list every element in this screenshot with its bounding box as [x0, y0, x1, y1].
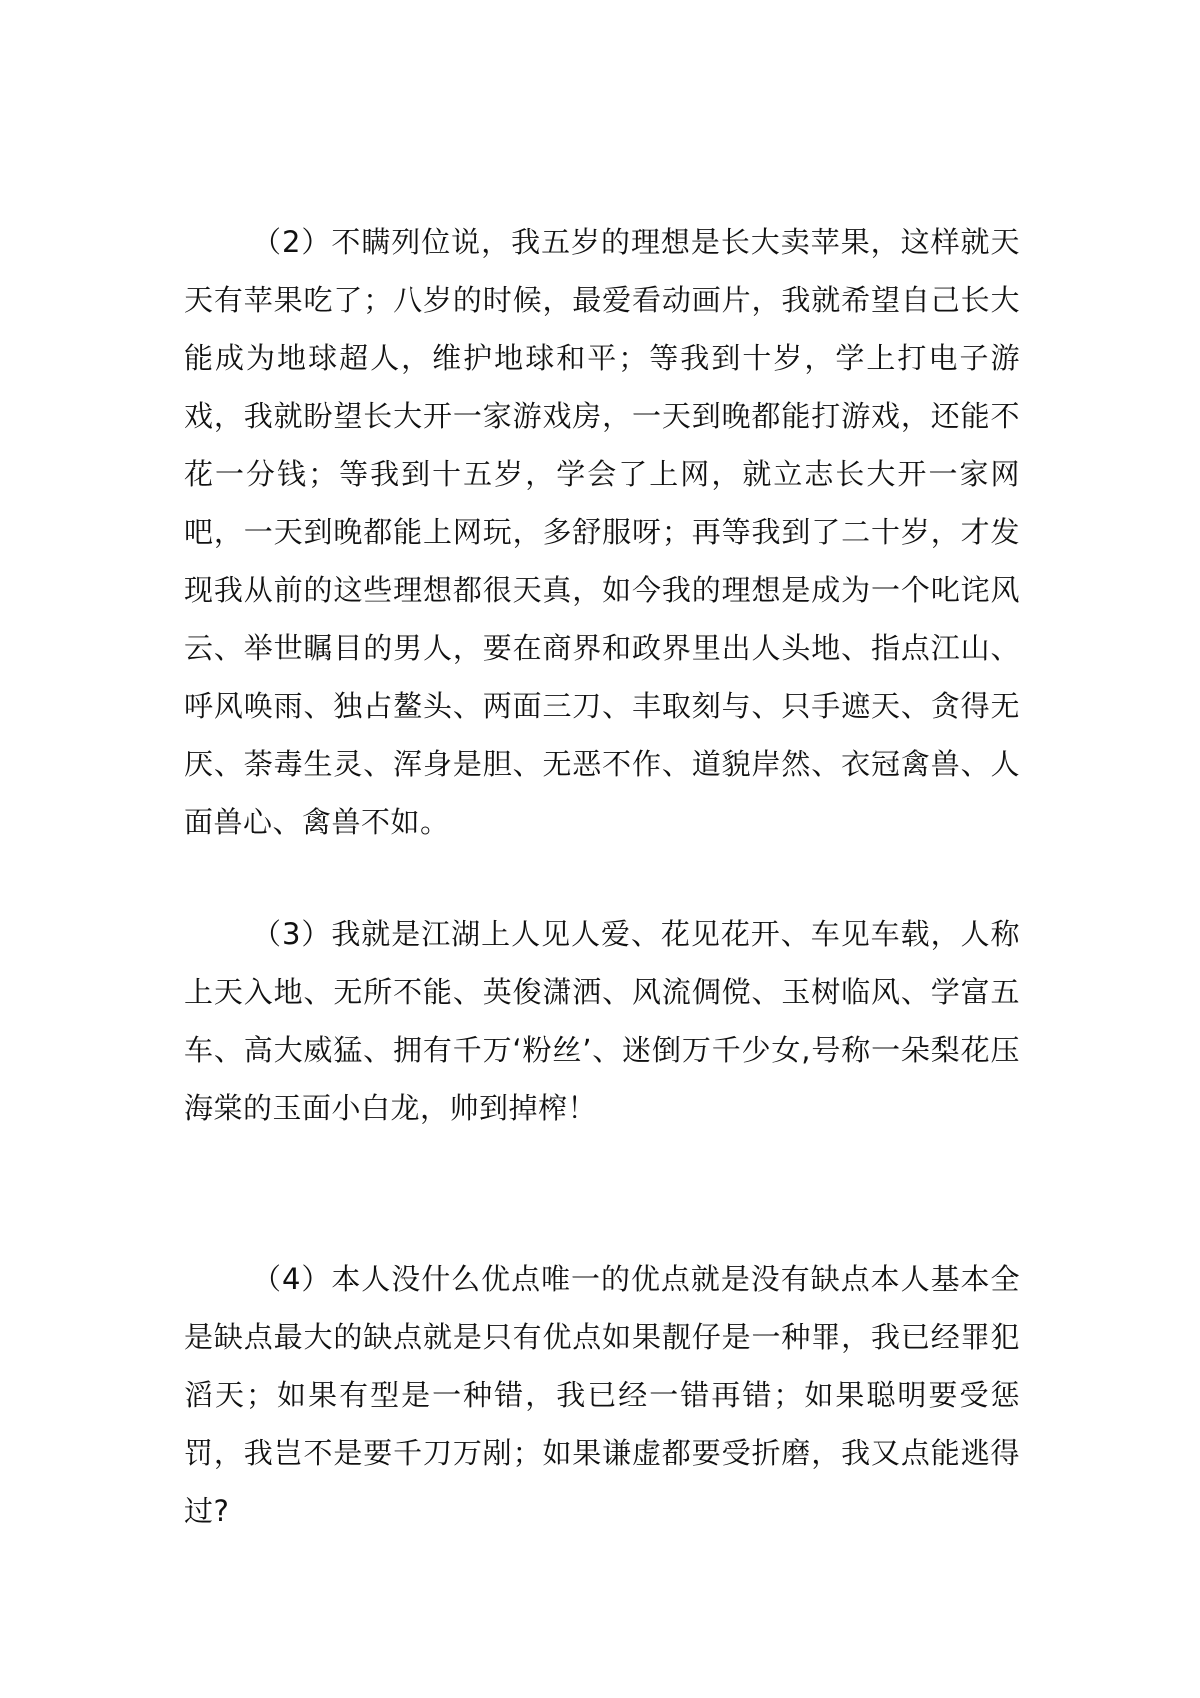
- paragraph-2: （2）不瞒列位说，我五岁的理想是长大卖苹果，这样就天天有苹果吃了；八岁的时候，最爱看动画片，我就希望自己长大能成为地球超人，维护地球和平；等我到十岁，学上打电子游戏，我就盼望长大开一家游戏房，一天到晚都能打游戏，还能不花一分钱；等我到十五岁，学会了上网，就立志长大开一家网吧，一天到晚都能上网玩，多舒服呀；再等我到了二十岁，才发现我从前的这些理想都很天真，如今我的理想是成为一个叱诧风云、举世瞩目的男人，要在商界和政界里出人头地、指点江山、呼风唤雨、独占鳌头、两面三刀、丰取刻与、只手遮天、贪得无厌、荼毒生灵、浑身是胆、无恶不作、道貌岸然、衣冠禽兽、人面兽心、禽兽不如。: [184, 225, 1020, 839]
- paragraph-4: （4）本人没什么优点唯一的优点就是没有缺点本人基本全是缺点最大的缺点就是只有优点如果靓仔是一种罪，我已经罪犯滔天；如果有型是一种错，我已经一错再错；如果聪明要受惩罚，我岂不是要千刀万剐；如果谦虚都要受折磨，我又点能逃得过?: [184, 1262, 1020, 1528]
- paragraph-3: （3）我就是江湖上人见人爱、花见花开、车见车载，人称上天入地、无所不能、英俊潇洒、风流倜傥、玉树临风、学富五车、高大威猛、拥有千万‘粉丝’、迷倒万千少女,号称一朵梨花压海棠的玉面小白龙，帅到掉榨！: [184, 917, 1020, 1125]
